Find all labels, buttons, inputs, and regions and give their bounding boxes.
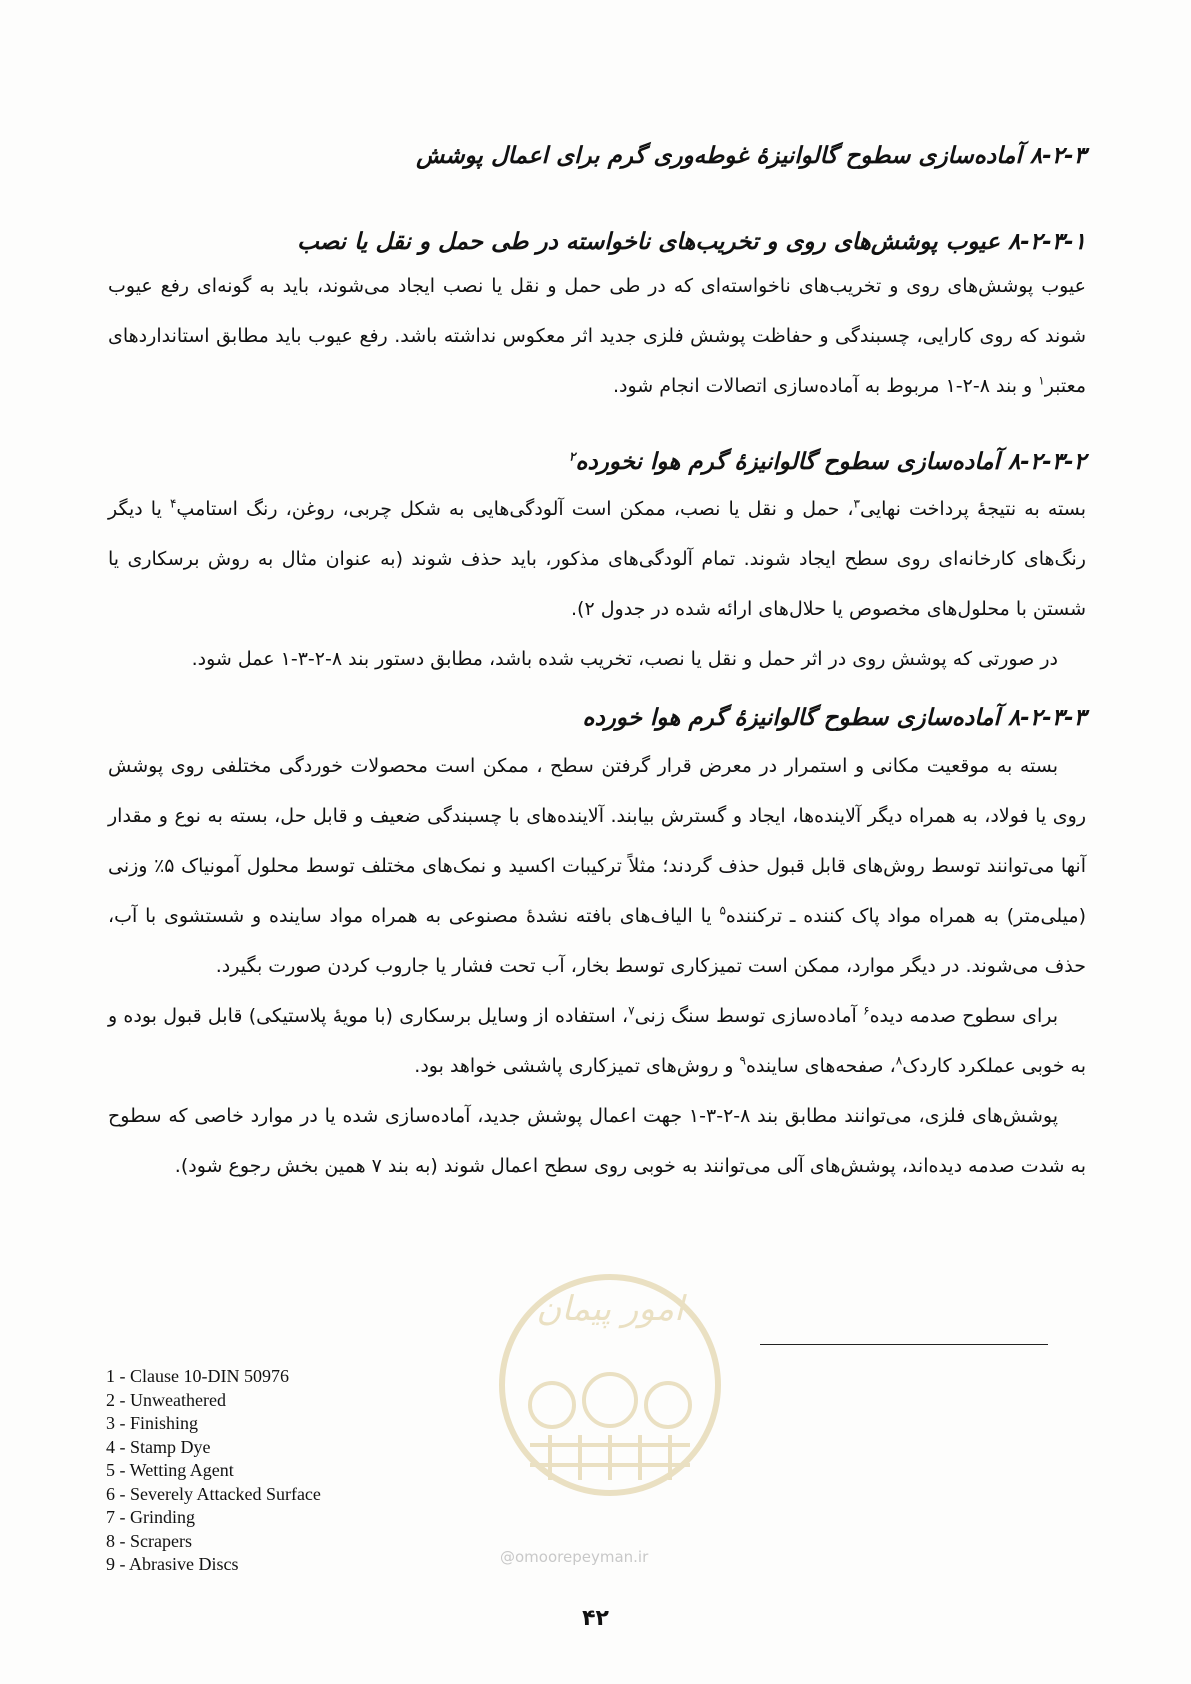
subsection-heading: ۸-۲-۳-۳ آماده‌سازی سطوح گالوانیزۀ گرم هوا خورده bbox=[582, 705, 1086, 731]
subsection-heading: ۸-۲-۳-۱ عیوب پوشش‌های روی و تخریب‌های ناخواسته در طی حمل و نقل یا نصب bbox=[297, 229, 1086, 255]
watermark-url: @omoorepeyman.ir bbox=[500, 1548, 649, 1566]
paragraph: عیوب پوشش‌های روی و تخریب‌های ناخواسته‌ای که در طی حمل و نقل یا نصب ایجاد می‌شوند، باید به گونه‌ای رفع عیوب شوند که روی کارایی، چسبندگی و حفاظت پوشش فلزی جدید اثر معکوس نداشته باشد. رفع عیوب باید مطابق استانداردهای معتبر$^۱$ و بند ۸-۲-۱ مربوط به آماده‌سازی اتصالات انجام شود. bbox=[108, 275, 1086, 397]
subsection-body bbox=[108, 741, 1086, 1191]
subsection-body bbox=[108, 484, 1086, 684]
footnote-separator bbox=[760, 1344, 1048, 1345]
footnote: 7 - Grinding bbox=[106, 1507, 195, 1527]
paragraph: در صورتی که پوشش روی در اثر حمل و نقل یا نصب، تخریب شده باشد، مطابق دستور بند ۸-۲-۳-۱ عمل شود. bbox=[191, 648, 1058, 670]
footnote: 8 - Scrapers bbox=[106, 1530, 192, 1551]
footnote: 4 - Stamp Dye bbox=[106, 1436, 211, 1457]
page-number: ۴۲ bbox=[582, 1606, 609, 1631]
paragraph: برای سطوح صدمه دیده$^۶$ آماده‌سازی توسط سنگ زنی$^۷$، استفاده از وسایل برسکاری (با مویۀ پلاستیکی) قابل قبول بوده و به خوبی عملکرد کاردک$^۸$، صفحه‌های ساینده$^۹$ و روش‌های تمیزکاری پاششی خواهد بود. bbox=[108, 1003, 1086, 1077]
paragraph: بسته به نتیجۀ پرداخت نهایی$^۳$، حمل و نقل یا نصب، ممکن است آلودگی‌هایی به شکل چربی، روغن، رنگ استامپ$^۴$ یا دیگر رنگ‌های کارخانه‌ای روی سطح ایجاد شوند. تمام آلودگی‌های مذکور، باید حذف شوند (به عنوان مثال به روش برسکاری یا شستن با محلول‌های مخصوص یا حلال‌های ارائه شده در جدول ۲). bbox=[108, 496, 1086, 620]
subsection-heading: ۸-۲-۳-۲ آماده‌سازی سطوح گالوانیزۀ گرم هوا نخورده$^۲$ bbox=[569, 449, 1086, 475]
watermark-logo bbox=[490, 1240, 730, 1570]
footnote: 9 - Abrasive Discs bbox=[106, 1554, 239, 1574]
footnote: 6 - Severely Attacked Surface bbox=[106, 1483, 321, 1504]
svg-text:امور پیمان: امور پیمان bbox=[536, 1289, 684, 1329]
footnote: 5 - Wetting Agent bbox=[106, 1460, 234, 1480]
footnote: 2 - Unweathered bbox=[106, 1389, 226, 1410]
footnote: 1 - Clause 10-DIN 50976 bbox=[106, 1366, 289, 1386]
footnote: 3 - Finishing bbox=[106, 1413, 199, 1433]
paragraph: بسته به موقعیت مکانی و استمرار در معرض قرار گرفتن سطح ، ممکن است محصولات خوردگی مختلفی روی پوشش روی یا فولاد، به همراه دیگر آلاینده‌ها، ایجاد و گسترش بیابند. آلاینده‌های با چسبندگی ضعیف و قابل حل، بسته به نوع و مقدار آنها می‌توانند توسط روش‌های قابل قبول حذف گردند؛ مثلاً ترکیبات اکسید و نمک‌های مختلف توسط محلول آمونیاک ۵٪ وزنی (میلی‌متر) به همراه مواد پاک کننده ـ ترکننده$^۵$ یا الیاف‌های بافته نشدۀ مصنوعی به همراه مواد ساینده و شستشوی با آب، حذف می‌شوند. در دیگر موارد، ممکن است تمیزکاری توسط بخار، آب تحت فشار یا جاروب کردن صورت بگیرد. bbox=[108, 755, 1086, 977]
paragraph: پوشش‌های فلزی، می‌توانند مطابق بند ۸-۲-۳-۱ جهت اعمال پوشش جدید، آماده‌سازی شده یا در موارد خاصی که سطوح به شدت صدمه دیده‌اند، پوشش‌های آلی می‌توانند به خوبی روی سطح اعمال شوند (به بند ۷ همین بخش رجوع شود). bbox=[108, 1105, 1086, 1177]
subsection-body bbox=[108, 261, 1086, 411]
section-heading: ۸-۲-۳ آماده‌سازی سطوح گالوانیزۀ غوطه‌وری گرم برای اعمال پوشش bbox=[416, 143, 1086, 169]
footnotes bbox=[106, 1365, 321, 1577]
